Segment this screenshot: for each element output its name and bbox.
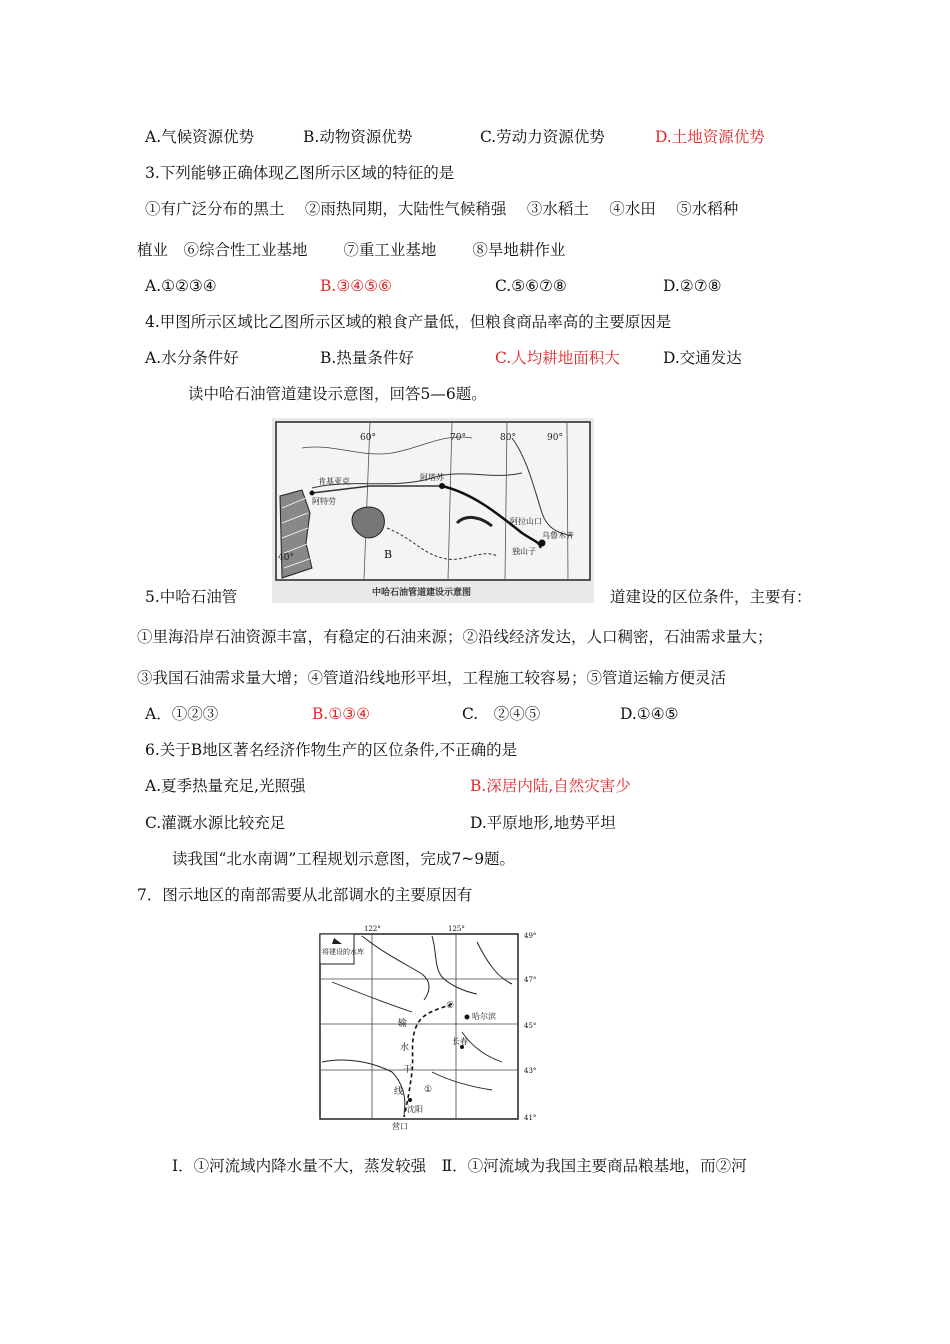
q5-option-b-answer: B.①③④ (312, 705, 371, 723)
q4-option-d: D.交通发达 (663, 349, 742, 367)
q6-option-b-answer: B.深居内陆,自然灾害少 (470, 777, 631, 795)
region-b-label: B (384, 548, 393, 561)
alashankou-label: 阿拉山口 (510, 517, 542, 526)
q2-option-b: B.动物资源优势 (303, 128, 413, 146)
changchun-label: 长春 (452, 1037, 468, 1046)
urumqi-label: 乌鲁木齐 (542, 531, 574, 540)
lat47-label: 47° (524, 976, 537, 984)
q2-option-d-answer: D.土地资源优势 (655, 128, 765, 146)
q3-option-b-answer: B.③④⑤⑥ (320, 277, 392, 295)
q3-items-line2: 植业 ⑥综合性工业基地 ⑦重工业基地 ⑧旱地耕作业 (137, 241, 566, 259)
q5-stem-part1: 5.中哈石油管 (145, 588, 238, 606)
q5-option-a: A．①②③ (145, 705, 219, 723)
q3-option-d: D.②⑦⑧ (663, 277, 722, 295)
q2-option-c: C.劳动力资源优势 (480, 128, 605, 146)
lon60-label: 60° (360, 433, 376, 443)
q2-option-a: A.气候资源优势 (145, 128, 255, 146)
route-char-shu: 输 (398, 1019, 408, 1029)
water-transfer-map (312, 922, 540, 1132)
lon80-label: 80° (500, 433, 516, 443)
q5-stem-part2: 道建设的区位条件，主要有： (610, 588, 812, 606)
atyrau-label: 阿特劳 (312, 497, 336, 506)
q7-stem: 7．图示地区的南部需要从北部调水的主要原因有 (137, 886, 473, 904)
q5-option-d: D.①④⑤ (620, 705, 679, 723)
lat41-label: 41° (524, 1114, 537, 1122)
q5-condition-line1: ①里海沿岸石油资源丰富，有稳定的石油来源；②沿线经济发达，人口稠密，石油需求量大； (137, 628, 773, 646)
lat43-label: 43° (524, 1067, 537, 1075)
q3-items-line1: ①有广泛分布的黑土 ②雨热同期，大陆性气候稍强 ③水稻土 ④水田 ⑤水稻种 (145, 200, 739, 218)
q3-stem: 3.下列能够正确体现乙图所示区域的特征的是 (145, 164, 455, 182)
q6-stem: 6.关于B地区著名经济作物生产的区位条件,不正确的是 (145, 741, 518, 759)
pipeline-map (272, 418, 594, 603)
intro-q7-9: 读我国“北水南调”工程规划示意图，完成7~9题。 (172, 850, 516, 868)
q6-option-c: C.灌溉水源比较充足 (145, 814, 286, 832)
q5-condition-line2: ③我国石油需求量大增；④管道沿线地形平坦，工程施工较容易；⑤管道运输方便灵活 (137, 669, 727, 687)
route-char-gan: 干 (403, 1065, 413, 1075)
legend-reservoir-label: 将建设的水库 (322, 948, 364, 956)
lat40-label: 40° (278, 553, 294, 563)
pipeline-map-svg (272, 418, 594, 603)
water-transfer-map-svg (312, 922, 540, 1132)
lon70-label: 70° (450, 433, 466, 443)
yingkou-label: 营口 (392, 1122, 408, 1131)
harbin-label: 哈尔滨 (472, 1012, 496, 1021)
q6-option-d: D.平原地形,地势平坦 (470, 814, 616, 832)
route-char-shui: 水 (400, 1043, 410, 1053)
lat45-label: 45° (524, 1022, 537, 1030)
lon125-label: 125° (448, 925, 465, 933)
pipeline-map-caption: 中哈石油管道建设示意图 (372, 588, 472, 598)
lon122-label: 122° (364, 925, 381, 933)
q4-option-a: A.水分条件好 (145, 349, 239, 367)
intro-q5-6: 读中哈石油管道建设示意图，回答5—6题。 (188, 385, 487, 403)
lat49-label: 49° (524, 932, 537, 940)
lon90-label: 90° (547, 433, 563, 443)
river-1-marker: ① (424, 1085, 433, 1095)
q6-option-a: A.夏季热量充足,光照强 (145, 777, 306, 795)
river-2-marker: ② (446, 1001, 455, 1011)
shenyang-label: 沈阳 (407, 1105, 423, 1114)
q4-option-c-answer: C.人均耕地面积大 (495, 349, 620, 367)
kenkiyak-label: 肯基亚克 (318, 477, 350, 486)
q5-option-c: C. ②④⑤ (462, 705, 541, 723)
q4-stem: 4.甲图所示区域比乙图所示区域的粮食产量低，但粮食商品率高的主要原因是 (145, 313, 672, 331)
q4-option-b: B.热量条件好 (320, 349, 414, 367)
q3-option-a: A.①②③④ (145, 277, 217, 295)
q7-choice-line: Ⅰ．①河流域内降水量不大，蒸发较强 Ⅱ．①河流域为我国主要商品粮基地，而②河 (172, 1157, 747, 1175)
route-char-xian: 线 (394, 1087, 404, 1097)
atasu-label: 阿塔苏 (420, 473, 444, 482)
dushanzi-label: 独山子 (512, 547, 536, 556)
q3-option-c: C.⑤⑥⑦⑧ (495, 277, 567, 295)
